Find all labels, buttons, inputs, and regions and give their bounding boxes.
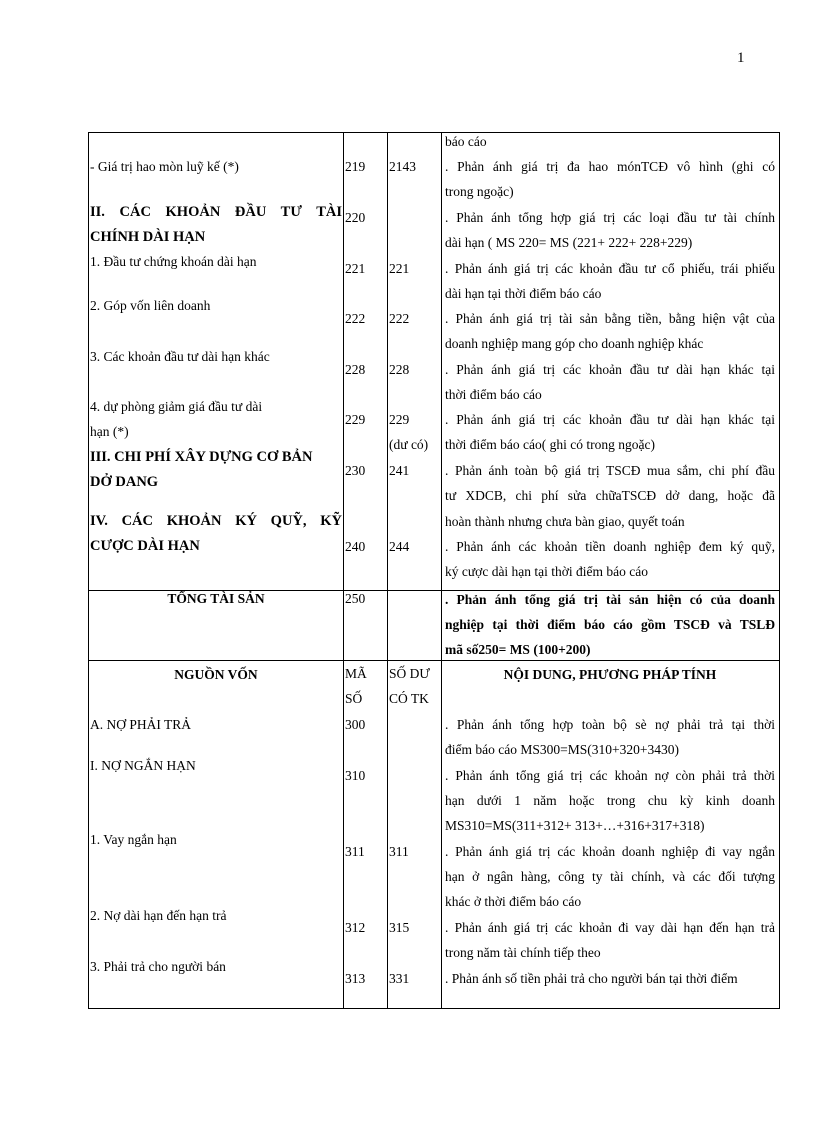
- desc-line: báo cáo: [445, 134, 487, 149]
- item-account-note: (dư có): [389, 437, 429, 452]
- desc-line: ký cược dài hạn tại thời điểm báo cáo: [445, 564, 649, 579]
- item-account: 241: [389, 463, 410, 478]
- total-code: 250: [345, 591, 366, 606]
- desc-line: . Phản ánh giá trị các khoản đầu tư cổ phiếu, trái phiếu: [445, 261, 775, 276]
- item-name: 3. Các khoản đầu tư dài hạn khác: [90, 349, 270, 364]
- item-name: 1. Đầu tư chứng khoán dài hạn: [90, 254, 257, 269]
- item-name: A. NỢ PHẢI TRẢ: [90, 717, 192, 732]
- desc-line: nghiệp tại thời điểm báo cáo gồm TSCĐ và TSLĐ: [445, 617, 775, 632]
- item-code: 312: [345, 920, 366, 935]
- column-header: MÃ: [345, 666, 367, 681]
- desc-line: . Phản ánh giá trị các khoản đầu tư dài hạn khác tại: [445, 412, 775, 427]
- assets-long-term-table: [88, 132, 780, 591]
- item-code: 240: [345, 539, 366, 554]
- page-number: 1: [737, 50, 745, 66]
- item-code: 221: [345, 261, 366, 276]
- item-account: 228: [389, 362, 410, 377]
- desc-line: trong ngoặc): [445, 184, 514, 199]
- item-account: 331: [389, 971, 410, 986]
- section-heading: CHÍNH DÀI HẠN: [90, 229, 206, 245]
- item-name: hạn (*): [90, 424, 129, 439]
- desc-line: hạn ở ngân hàng, công ty tài chính, và các đối tượng: [445, 869, 775, 884]
- item-name: I. NỢ NGẮN HẠN: [90, 758, 196, 773]
- column-header: SỐ: [345, 691, 363, 706]
- item-code: 311: [345, 844, 365, 859]
- item-code: 229: [345, 412, 366, 427]
- item-account: 315: [389, 920, 410, 935]
- column-header: SỐ DƯ: [389, 666, 430, 681]
- section-heading: CƯỢC DÀI HẠN: [90, 538, 200, 554]
- column-header: NỘI DUNG, PHƯƠNG PHÁP TÍNH: [503, 667, 717, 682]
- item-account: 229: [389, 412, 410, 427]
- item-account: 244: [389, 539, 410, 554]
- item-code: 222: [345, 311, 366, 326]
- desc-line: mã số250= MS (100+200): [445, 642, 591, 657]
- desc-line: dài hạn ( MS 220= MS (221+ 222+ 228+229): [445, 235, 693, 250]
- item-account: 222: [389, 311, 410, 326]
- liabilities-table: [88, 660, 780, 1009]
- desc-line: . Phản ánh giá trị các khoản đầu tư dài hạn khác tại: [445, 362, 775, 377]
- item-code: 310: [345, 768, 366, 783]
- column-header: CÓ TK: [389, 691, 429, 706]
- desc-line: thời điểm báo cáo: [445, 387, 542, 402]
- desc-line: điểm báo cáo MS300=MS(310+320+3430): [445, 742, 679, 757]
- desc-line: . Phản ánh toàn bộ giá trị TSCĐ mua sắm, chi phí đầu: [445, 463, 775, 478]
- desc-line: . Phản ánh tổng giá trị tài sản hiện có của doanh: [445, 592, 775, 607]
- desc-line: hoàn thành nhưng chưa bàn giao, quyết toán: [445, 514, 685, 529]
- item-code: 219: [345, 159, 366, 174]
- desc-line: . Phản ánh các khoản tiền doanh nghiệp đem ký quỹ,: [445, 539, 775, 554]
- desc-line: hạn dưới 1 năm hoặc trong chu kỳ kinh doanh: [445, 793, 775, 808]
- desc-line: trong năm tài chính tiếp theo: [445, 945, 601, 960]
- section-heading: DỞ DANG: [90, 474, 159, 490]
- desc-line: . Phản ánh tổng hợp giá trị các loại đầu tư tài chính: [445, 210, 775, 225]
- item-code: 313: [345, 971, 366, 986]
- item-name: 2. Góp vốn liên doanh: [90, 298, 211, 313]
- desc-line: doanh nghiệp mang góp cho doanh nghiệp khác: [445, 336, 704, 351]
- column-header: NGUỒN VỐN: [174, 667, 258, 682]
- item-code: 228: [345, 362, 366, 377]
- item-name: 4. dự phòng giảm giá đầu tư dài: [90, 399, 263, 414]
- item-code: 220: [345, 210, 366, 225]
- item-name: - Giá trị hao mòn luỹ kế (*): [90, 159, 239, 174]
- item-account: 221: [389, 261, 410, 276]
- item-code: 230: [345, 463, 366, 478]
- item-name: 2. Nợ dài hạn đến hạn trả: [90, 908, 227, 923]
- desc-line: . Phản ánh giá trị các khoản đi vay dài hạn đến hạn trả: [445, 920, 775, 935]
- desc-line: . Phản ánh tổng hợp toàn bộ sè nợ phải trả tại thời: [445, 717, 775, 732]
- desc-line: dài hạn tại thời điểm báo cáo: [445, 286, 602, 301]
- desc-line: thời điểm báo cáo( ghi có trong ngoặc): [445, 437, 655, 452]
- desc-line: tư XDCB, chi phí sửa chữaTSCĐ dở dang, hoặc đã: [445, 488, 775, 503]
- total-assets-row: [88, 589, 780, 661]
- section-heading: IV. CÁC KHOẢN KÝ QUỸ, KỸ: [90, 513, 342, 529]
- desc-line: MS310=MS(311+312+ 313+…+316+317+318): [445, 818, 705, 833]
- total-label: TỔNG TÀI SẢN: [167, 591, 265, 606]
- desc-line: . Phản ánh số tiền phải trả cho người bán tại thời điểm: [445, 971, 738, 986]
- desc-line: . Phản ánh tổng giá trị các khoản nợ còn phải trả thời: [445, 768, 775, 783]
- desc-line: . Phản ánh giá trị các khoản doanh nghiệp đi vay ngắn: [445, 844, 775, 859]
- item-code: 300: [345, 717, 366, 732]
- section-heading: III. CHI PHÍ XÂY DỰNG CƠ BẢN: [90, 449, 313, 465]
- item-name: 1. Vay ngắn hạn: [90, 832, 177, 847]
- desc-line: khác ở thời điểm báo cáo: [445, 894, 582, 909]
- item-account: 2143: [389, 159, 416, 174]
- item-name: 3. Phải trả cho người bán: [90, 959, 226, 974]
- desc-line: . Phản ánh giá trị đa hao mónTCĐ vô hình (ghi có: [445, 159, 775, 174]
- desc-line: . Phản ánh giá trị tài sản bằng tiền, bằng hiện vật của: [445, 311, 775, 326]
- section-heading: II. CÁC KHOẢN ĐẦU TƯ TÀI: [90, 204, 342, 220]
- item-account: 311: [389, 844, 409, 859]
